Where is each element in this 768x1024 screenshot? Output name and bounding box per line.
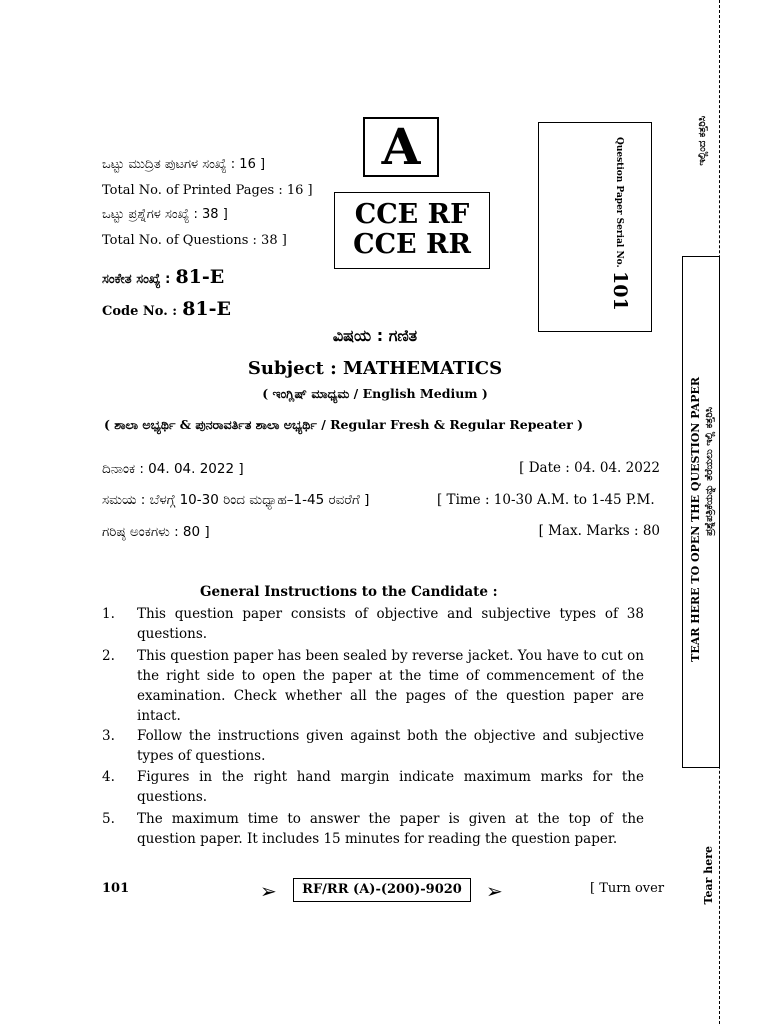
subject-kn: ವಿಷಯ : ಗಣಿತ xyxy=(332,326,418,345)
serial-box xyxy=(538,122,652,332)
instruction-number: 2. xyxy=(102,648,115,664)
arrow-left-icon: ➢ xyxy=(260,879,277,903)
footer-page-code: 101 xyxy=(102,881,130,896)
tear-here-label: Tear here xyxy=(702,846,715,905)
instruction-text: Follow the instructions given against both the objective and subjective types of questions. xyxy=(137,728,644,764)
code-en-value: 81-E xyxy=(182,298,231,320)
serial-label: Question Paper Serial No. xyxy=(614,137,624,268)
footer-paper-code: RF/RR (A)-(200)-9020 xyxy=(293,878,471,902)
instruction-number: 4. xyxy=(102,769,115,785)
tear-instruction-en: TEAR HERE TO OPEN THE QUESTION PAPER xyxy=(689,377,702,662)
date-en: [ Date : 04. 04. 2022 xyxy=(519,460,660,476)
code-en-label: Code No. : xyxy=(102,304,178,319)
instruction-item xyxy=(102,726,644,766)
marks-kn: ಗರಿಷ್ಠ ಅಂಕಗಳು : 80 ] xyxy=(102,524,210,540)
exam-code-box xyxy=(334,192,490,269)
exam-code-rf: CCE RF xyxy=(354,199,470,230)
instruction-text: This question paper consists of objective and subjective types of 38 questions. xyxy=(137,606,644,642)
tear-instruction-kn: ಪ್ರಶ್ನೆಪತ್ರಿಕೆಯನ್ನು ತೆರೆಯಲು ಇಲ್ಲಿ ಕತ್ತರಿಸಿ xyxy=(704,407,715,536)
code-en xyxy=(102,298,231,320)
instruction-text: The maximum time to answer the paper is given at the top of the question paper. It includes 15 minutes for reading the question paper. xyxy=(137,811,644,847)
code-kn-label: ಸಂಕೇತ ಸಂಖ್ಯೆ : xyxy=(102,272,171,287)
date-kn: ದಿನಾಂಕ : 04. 04. 2022 ] xyxy=(102,461,244,477)
questions-count-kn: ಒಟ್ಟು ಪ್ರಶ್ನೆಗಳ ಸಂಖ್ಯೆ : 38 ] xyxy=(102,207,228,222)
questions-count-en: Total No. of Questions : 38 ] xyxy=(102,233,287,248)
medium-line: ( ಇಂಗ್ಲಿಷ್ ಮಾಧ್ಯಮ / English Medium ) xyxy=(262,386,488,401)
exam-code-rr: CCE RR xyxy=(353,229,471,260)
time-en: [ Time : 10-30 A.M. to 1-45 P.M. xyxy=(437,492,655,508)
instruction-number: 3. xyxy=(102,728,115,744)
marks-en: [ Max. Marks : 80 xyxy=(538,523,660,539)
instruction-item xyxy=(102,646,644,726)
instruction-item xyxy=(102,767,644,807)
tear-strip[interactable] xyxy=(682,256,720,768)
code-kn-value: 81-E xyxy=(175,266,225,288)
subject-en: Subject : MATHEMATICS xyxy=(247,358,503,379)
set-letter-box: A xyxy=(363,117,439,177)
cut-here-kn: ಇಲ್ಲಿಂದ ಕತ್ತರಿಸಿ xyxy=(697,116,708,166)
instruction-text: This question paper has been sealed by reverse jacket. You have to cut on the right side to open the paper at the time of commencement of the examination. Check whether all the pages of the question paper are intact. xyxy=(137,648,644,724)
instructions-title: General Instructions to the Candidate : xyxy=(200,584,498,600)
serial-number: 101 xyxy=(609,271,631,311)
candidate-line: ( ಶಾಲಾ ಅಭ್ಯರ್ಥಿ & ಪುನರಾವರ್ತಿತ ಶಾಲಾ ಅಭ್ಯರ್ಥಿ / Regular Fresh & Regular Repeater ) xyxy=(104,417,584,432)
pages-count-en: Total No. of Printed Pages : 16 ] xyxy=(102,183,313,198)
instruction-item xyxy=(102,604,644,644)
instruction-number: 5. xyxy=(102,811,115,827)
instruction-item xyxy=(102,809,644,849)
instruction-text: Figures in the right hand margin indicate maximum marks for the questions. xyxy=(137,769,644,805)
code-kn xyxy=(102,266,224,288)
arrow-right-icon: ➢ xyxy=(486,879,503,903)
time-kn: ಸಮಯ : ಬೆಳಗ್ಗೆ 10-30 ರಿಂದ ಮಧ್ಯಾಹ–1-45 ರವರೆಗೆ ] xyxy=(102,492,370,508)
pages-count-kn: ಒಟ್ಟು ಮುದ್ರಿತ ಪುಟಗಳ ಸಂಖ್ಯೆ : 16 ] xyxy=(102,157,266,172)
instruction-number: 1. xyxy=(102,606,115,622)
turn-over: [ Turn over xyxy=(590,881,665,896)
